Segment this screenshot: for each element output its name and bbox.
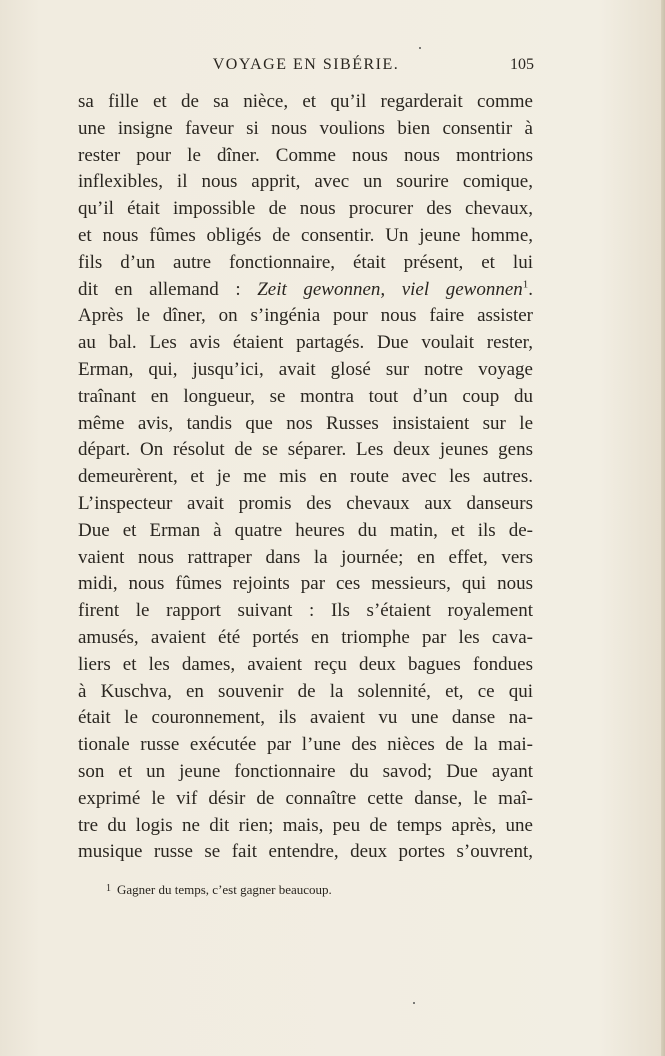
text-line: Erman, qui, jusqu’ici, avait glosé sur notre voyage [78, 358, 533, 380]
footnote-reference: 1 [522, 278, 529, 291]
text-line: firent le rapport suivant : Ils s’étaient royalement [78, 600, 533, 622]
text-line: était le couronnement, ils avaient vu une danse na- [78, 707, 533, 729]
text-line: demeurèrent, et je me mis en route avec les autres. [78, 466, 533, 488]
print-speck [419, 47, 421, 49]
text-line-with-note [78, 277, 533, 304]
text-line: même avis, tandis que nos Russes insistaient sur le [78, 412, 533, 434]
text-line: inflexibles, il nous apprit, avec un sourire comique, [78, 171, 533, 193]
line-suffix: . [528, 278, 534, 300]
text-line: Due et Erman à quatre heures du matin, et ils de- [78, 519, 533, 541]
text-line: vaient nous rattraper dans la journée; en effet, vers [78, 546, 533, 568]
page-edge [661, 0, 665, 1056]
text-line: au bal. Les avis étaient partagés. Due voulait rester, [78, 332, 533, 354]
footnote [106, 882, 526, 898]
text-line: liers et les dames, avaient reçu deux bagues fondues [78, 653, 533, 675]
german-quote: Zeit gewonnen, viel gewonnen [257, 278, 523, 300]
text-line: exprimé le vif désir de connaître cette danse, le maî- [78, 787, 533, 809]
text-line: amusés, avaient été portés en triomphe par les cava- [78, 626, 533, 648]
line-prefix: dit en allemand : [78, 278, 258, 300]
print-speck [413, 1002, 415, 1004]
text-line: à Kuschva, en souvenir de la solennité, et, ce qui [78, 680, 533, 702]
text-line: une insigne faveur si nous voulions bien consentir à [78, 117, 533, 139]
text-line: Après le dîner, on s’ingénia pour nous faire assister [78, 305, 533, 327]
running-title: VOYAGE EN SIBÉRIE. [212, 56, 400, 73]
text-line: musique russe se fait entendre, deux portes s’ouvrent, [78, 841, 533, 863]
text-line: sa fille et de sa nièce, et qu’il regarderait comme [78, 91, 533, 112]
text-line: et nous fûmes obligés de consentir. Un jeune homme, [78, 224, 533, 246]
text-line: fils d’un autre fonctionnaire, était présent, et lui [78, 251, 533, 273]
footnote-mark: 1 [106, 883, 111, 894]
text-line: rester pour le dîner. Comme nous nous montrions [78, 144, 533, 166]
text-line: son et un jeune fonctionnaire du savod; Due ayant [78, 760, 533, 782]
text-line: départ. On résolut de se séparer. Les deux jeunes gens [78, 439, 533, 461]
text-line: tre du logis ne dit rien; mais, peu de temps après, une [78, 814, 533, 836]
page-header [78, 56, 534, 82]
text-line: midi, nous fûmes rejoints par ces messieurs, qui nous [78, 573, 533, 595]
text-line: qu’il était impossible de nous procurer des chevaux, [78, 198, 533, 220]
text-line: traînant en longueur, se montra tout d’un coup du [78, 385, 533, 407]
text-line: L’inspecteur avait promis des chevaux aux danseurs [78, 492, 533, 514]
body-text [78, 89, 533, 866]
page-number: 105 [510, 56, 534, 73]
footnote-text: Gagner du temps, c’est gagner beaucoup. [117, 882, 332, 897]
text-line: tionale russe exécutée par l’une des nièces de la mai- [78, 734, 533, 756]
